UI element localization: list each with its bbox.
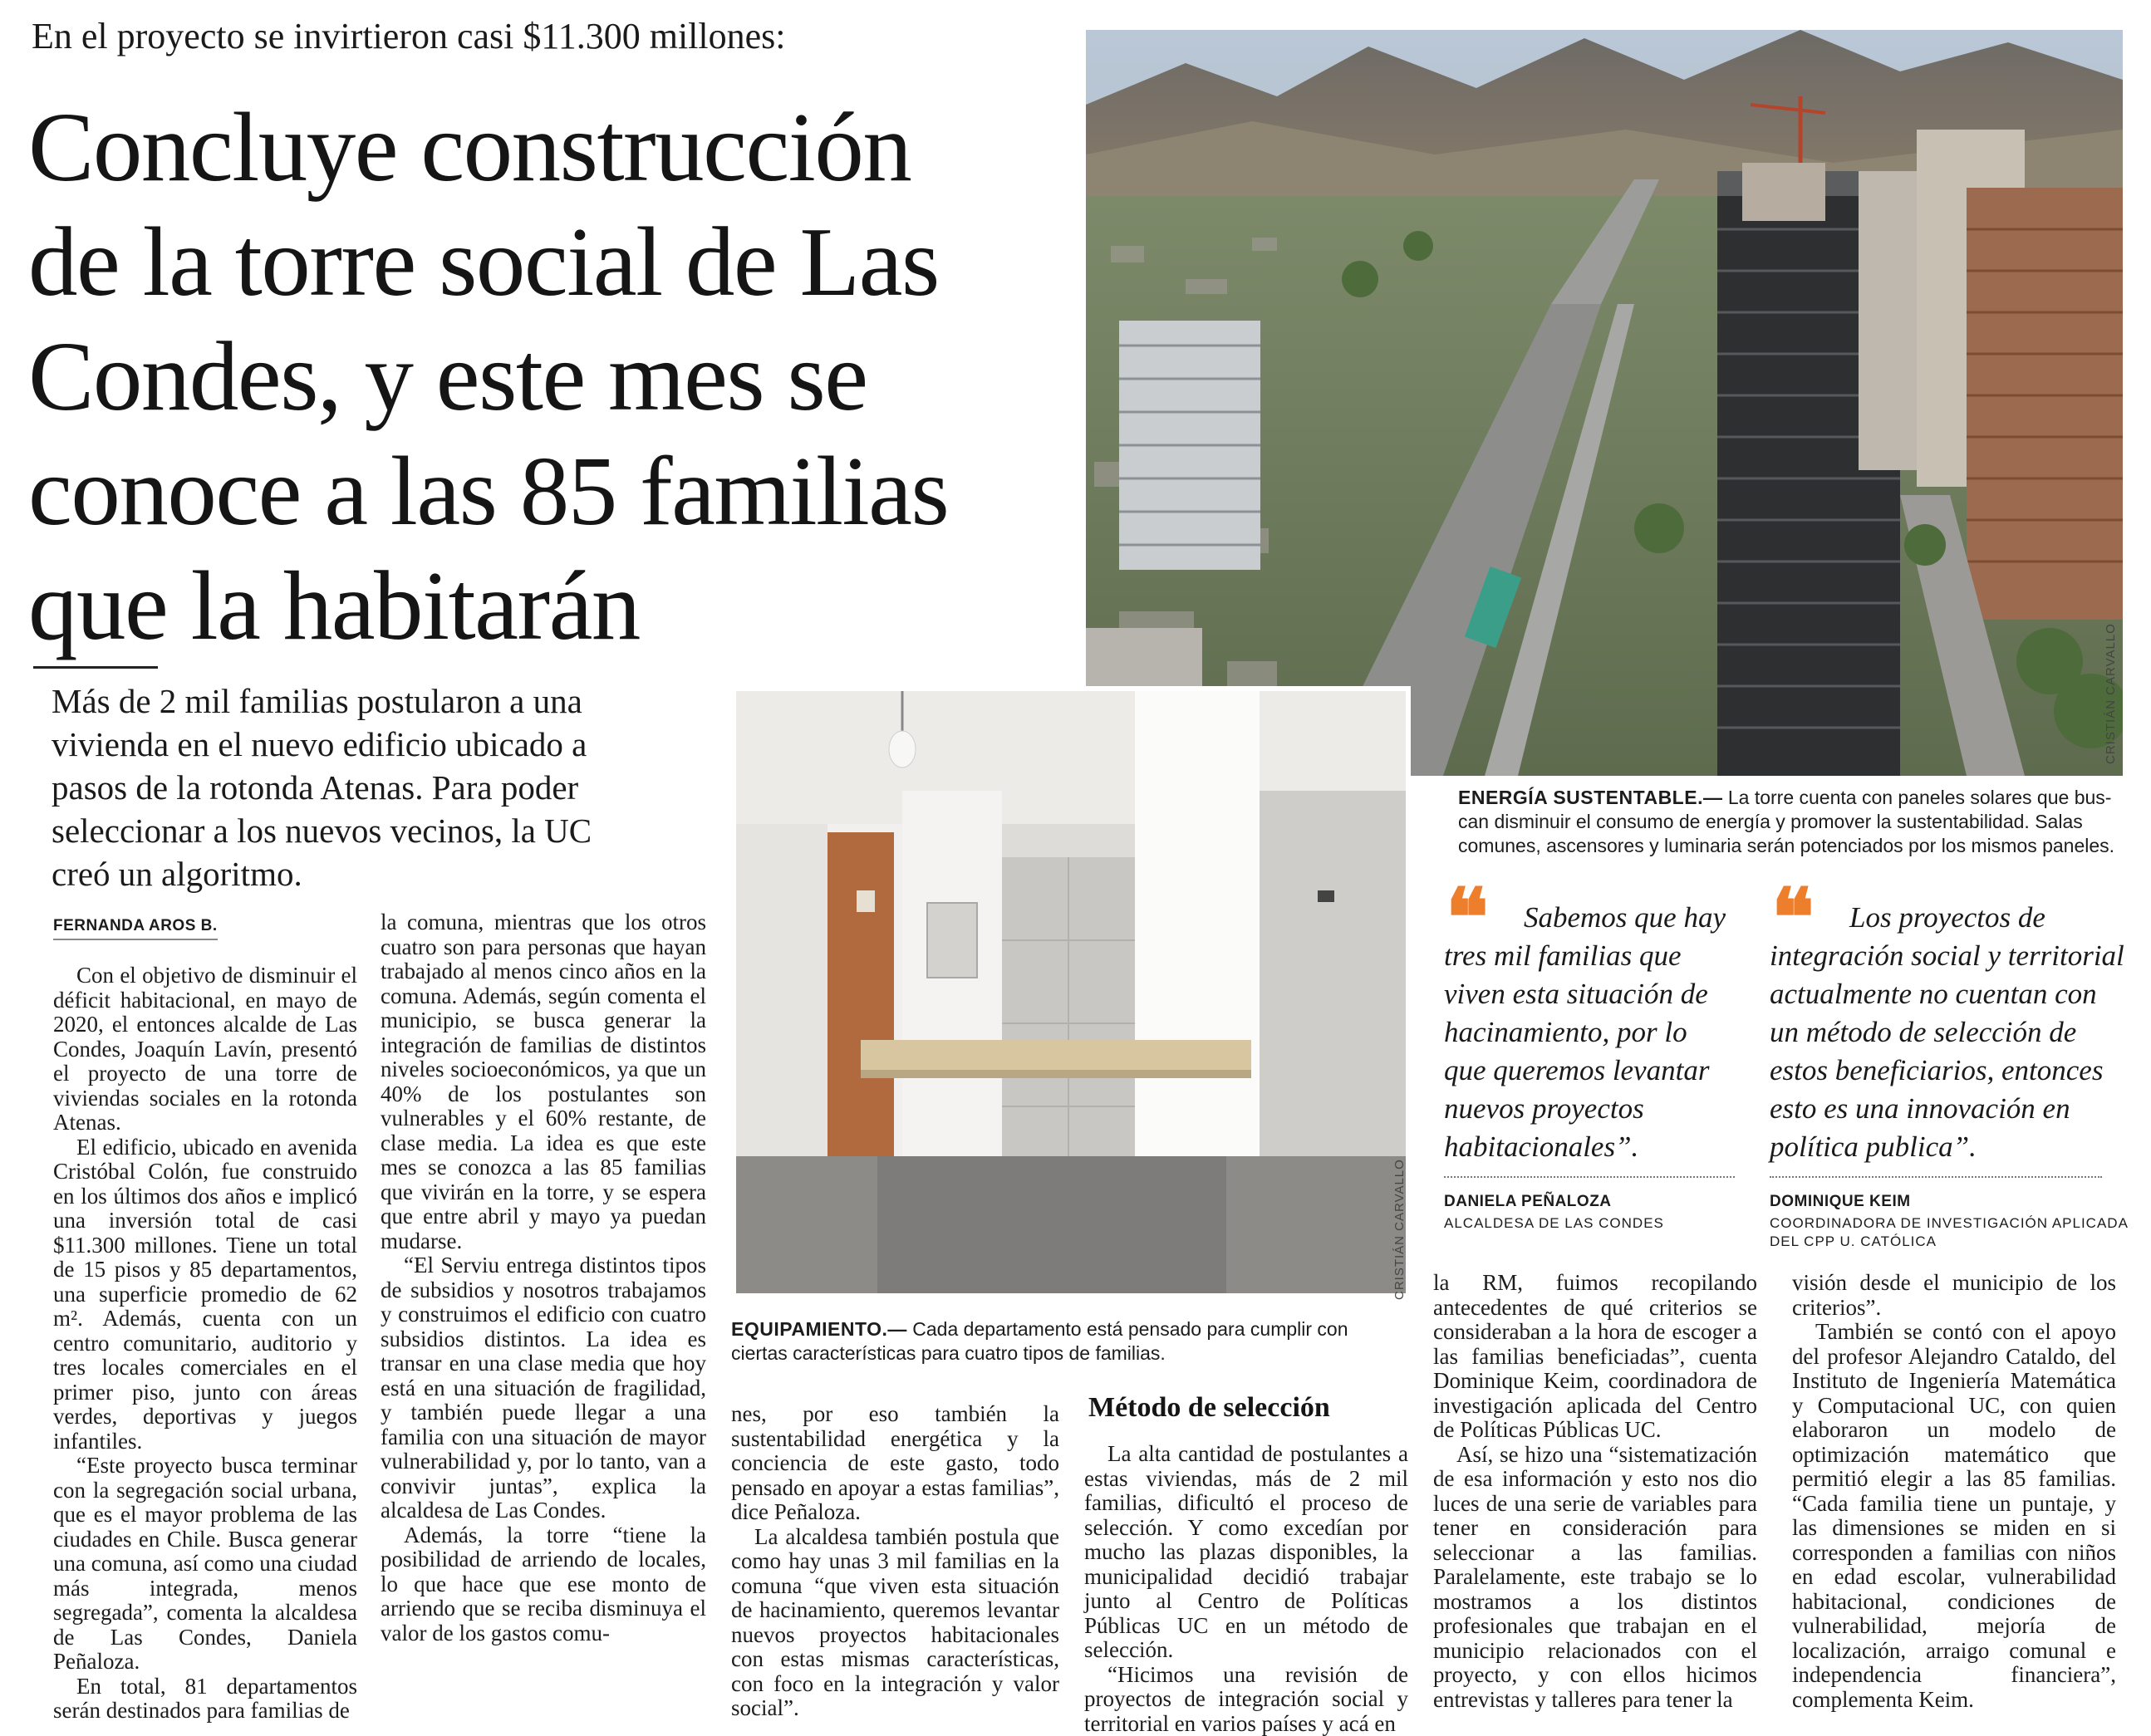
interior-caption xyxy=(731,1317,1412,1366)
photo-credit: CRISTIÁN CARVALLO xyxy=(1392,1159,1407,1300)
paragraph: La alta cantidad de postulantes a estas viviendas, más de 2 mil familias, dificultó el proceso de selección. Y como excedían por mucho las plazas disponibles, la municipalidad decidió trabajar junto al Centro de Políticas Públicas UC en un método de selección. xyxy=(1084,1442,1408,1663)
headline-line: que la habitarán xyxy=(28,548,1058,663)
body-column-5 xyxy=(1433,1271,1757,1712)
headline xyxy=(28,90,1058,663)
quote-mark-icon: ❝ xyxy=(1446,889,1482,947)
pull-quote-1 xyxy=(1444,899,1776,1166)
quote-line: que queremos levantar xyxy=(1444,1052,1776,1090)
caption-label: ENERGÍA SUSTENTABLE.— xyxy=(1458,787,1722,808)
paragraph: visión desde el municipio de los criterios”. xyxy=(1792,1271,2116,1320)
paragraph: Con el objetivo de disminuir el déficit habitacional, en mayo de 2020, el entonces alcalde de Las Condes, Joaquín Lavín, presentó el proyecto de una torre de viviendas sociales en la rotonda Atenas. xyxy=(53,964,357,1135)
quote-line: Sabemos que hay xyxy=(1444,899,1776,937)
quote-author-role xyxy=(1770,1214,2129,1251)
role-line: DEL CPP U. CATÓLICA xyxy=(1770,1233,2129,1251)
quote-line: un método de selección de xyxy=(1770,1013,2119,1052)
kicker: En el proyecto se invirtieron casi $11.300 millones: xyxy=(32,15,786,57)
paragraph: la RM, fuimos recopilando antecedentes de qué criterios se consideraban a la hora de escoger a las familias beneficiadas”, cuenta Dominique Keim, coordinadora de investigación aplicada del Centro de Políticas Públicas UC. xyxy=(1433,1271,1757,1443)
paragraph: Así, se hizo una “sistematización de esa información y esto nos dio luces de una serie de variables para tener en consideración para seleccionar a las familias. Paralelamente, este trabajo se lo mostramos a los distintos profesionales que trabajan en el municipio relacionados con el proyecto, y con ellos hicimos entrevistas y talleres para tener la xyxy=(1433,1443,1757,1713)
paragraph: En total, 81 departamentos serán destinados para familias de xyxy=(53,1675,357,1724)
aerial-photo xyxy=(1086,30,2123,776)
quote-line: viven esta situación de xyxy=(1444,975,1776,1013)
quote-line: integración social y territorial xyxy=(1770,937,2119,975)
headline-line: Concluye construcción xyxy=(28,90,1058,204)
quote-line: nuevos proyectos xyxy=(1444,1090,1776,1128)
caption-line: can disminuir el consumo de energía y promover la sustentabilidad. Salas xyxy=(1458,810,2123,834)
quote-author-role xyxy=(1444,1214,1664,1233)
headline-line: de la torre social de Las xyxy=(28,204,1058,319)
photo-credit: CRISTIÁN CARVALLO xyxy=(2104,623,2118,764)
paragraph: “El Serviu entrega distintos tipos de subsidios y nosotros trabajamos y construimos el edificio con cuatro subsidios distintos. La idea es transar en una clase media que hoy está en una situación de fragilidad, y también puede llegar a una familia con una situación de mayor vulnerabilidad y, por lo tanto, van a convivir juntas”, explica la alcaldesa de Las Condes. xyxy=(381,1253,706,1523)
headline-line: Condes, y este mes se xyxy=(28,319,1058,434)
quote-line: habitacionales”. xyxy=(1444,1128,1776,1166)
paragraph: La alcaldesa también postula que como hay unas 3 mil familias en la comuna “que viven esta situación de hacinamiento, queremos levantar nuevos proyectos habitacionales con estas mismas características, con foco en la integración y valor social”. xyxy=(731,1525,1059,1721)
paragraph: También se contó con el apoyo del profesor Alejandro Cataldo, del Instituto de Ingeniería Matemática y Computacional UC, con quien elaboraron un modelo de optimización matemático que permitió elegir a las 85 familias. “Cada familia tiene un puntaje, y las dimensiones se miden en si corresponden a familias con niños en edad escolar, vulnerabilidad habitacional, condiciones de vulnerabilidad, mejoría de localización, arraigo comunal e independencia financiera”, complementa Keim. xyxy=(1792,1320,2116,1712)
body-column-2 xyxy=(381,910,706,1645)
caption-text: Cada departamento está pensado para cumplir con xyxy=(912,1318,1348,1340)
caption-line xyxy=(731,1317,1412,1341)
headline-line: conoce a las 85 familias xyxy=(28,434,1058,548)
quote-divider xyxy=(1444,1176,1735,1179)
interior-photo-image xyxy=(736,691,1406,1293)
quote-divider xyxy=(1770,1176,2102,1179)
quote-author: DANIELA PEÑALOZA xyxy=(1444,1193,1612,1211)
caption-line xyxy=(1458,786,2123,810)
paragraph: la comuna, mientras que los otros cuatro son para personas que hayan trabajado al menos cinco años en la comuna. Además, según comenta el municipio, se busca generar la integración de familias de distintos niveles socioeconómicos, ya que un 40% de los postulantes son vulnerables y el 60% restante, de clase media. La idea es que este mes se conozca a las 85 familias que vivirán en la torre, y se espera que entre abril y mayo ya puedan mudarse. xyxy=(381,910,706,1253)
quote-line: estos beneficiarios, entonces xyxy=(1770,1052,2119,1090)
body-column-4 xyxy=(1084,1442,1408,1736)
quote-line: política publica”. xyxy=(1770,1128,2119,1166)
paragraph: “Este proyecto busca terminar con la segregación social urbana, que es el mayor problema de las ciudades en Chile. Busca generar una comuna, así como una ciudad más integrada, menos segregada”, comenta la alcaldesa de Las Condes, Daniela Peñaloza. xyxy=(53,1454,357,1675)
aerial-photo-image xyxy=(1086,30,2123,776)
role-line: COORDINADORA DE INVESTIGACIÓN APLICADA xyxy=(1770,1214,2129,1233)
body-column-6 xyxy=(1792,1271,2116,1712)
caption-text: La torre cuenta con paneles solares que bus- xyxy=(1728,787,2112,808)
paragraph: Además, la torre “tiene la posibilidad de arriendo de locales, lo que hace que ese monto de arriendo que se reciba disminuya el valor de los gastos comu- xyxy=(381,1523,706,1646)
quote-line: actualmente no cuentan con xyxy=(1770,975,2119,1013)
quote-author: DOMINIQUE KEIM xyxy=(1770,1193,1911,1211)
deck-line: seleccionar a los nuevos vecinos, la UC xyxy=(52,809,691,852)
caption-line: comunes, ascensores y luminaria serán potenciados por los mismos paneles. xyxy=(1458,834,2123,858)
caption-line: ciertas características para cuatro tipos de familias. xyxy=(731,1341,1412,1366)
paragraph: “Hicimos una revisión de proyectos de integración social y territorial en varios países y acá en xyxy=(1084,1663,1408,1736)
role-line: ALCALDESA DE LAS CONDES xyxy=(1444,1214,1664,1233)
quote-mark-icon: ❝ xyxy=(1771,889,1808,947)
divider xyxy=(33,666,158,669)
deck-line: vivienda en el nuevo edificio ubicado a xyxy=(52,723,691,766)
byline: FERNANDA AROS B. xyxy=(53,917,218,940)
paragraph: El edificio, ubicado en avenida Cristóbal Colón, fue construido en los últimos dos años e implicó una inversión total de casi $11.300 millones. Tiene un total de 15 pisos y 85 departamentos, una superficie promedio de 62 m². Además, cuenta con un centro comunitario, auditorio y tres locales comerciales en el primer piso, junto con áreas verdes, deportivas y juegos infantiles. xyxy=(53,1135,357,1454)
deck-line: creó un algoritmo. xyxy=(52,852,691,895)
caption-label: EQUIPAMIENTO.— xyxy=(731,1318,907,1340)
quote-line: hacinamiento, por lo xyxy=(1444,1013,1776,1052)
body-column-1 xyxy=(53,964,357,1724)
deck xyxy=(52,679,691,895)
paragraph: nes, por eso también la sustentabilidad energética y la conciencia de este gasto, todo pensado en apoyar a estas familias”, dice Peñaloza. xyxy=(731,1402,1059,1525)
quote-line: esto es una innovación en xyxy=(1770,1090,2119,1128)
deck-line: pasos de la rotonda Atenas. Para poder xyxy=(52,766,691,809)
section-subhead: Método de selección xyxy=(1088,1392,1330,1424)
pull-quote-2 xyxy=(1770,899,2119,1166)
aerial-caption xyxy=(1458,786,2123,858)
interior-photo xyxy=(731,686,1411,1298)
body-column-3 xyxy=(731,1402,1059,1721)
quote-line: tres mil familias que xyxy=(1444,937,1776,975)
deck-line: Más de 2 mil familias postularon a una xyxy=(52,679,691,723)
quote-line: Los proyectos de xyxy=(1770,899,2119,937)
